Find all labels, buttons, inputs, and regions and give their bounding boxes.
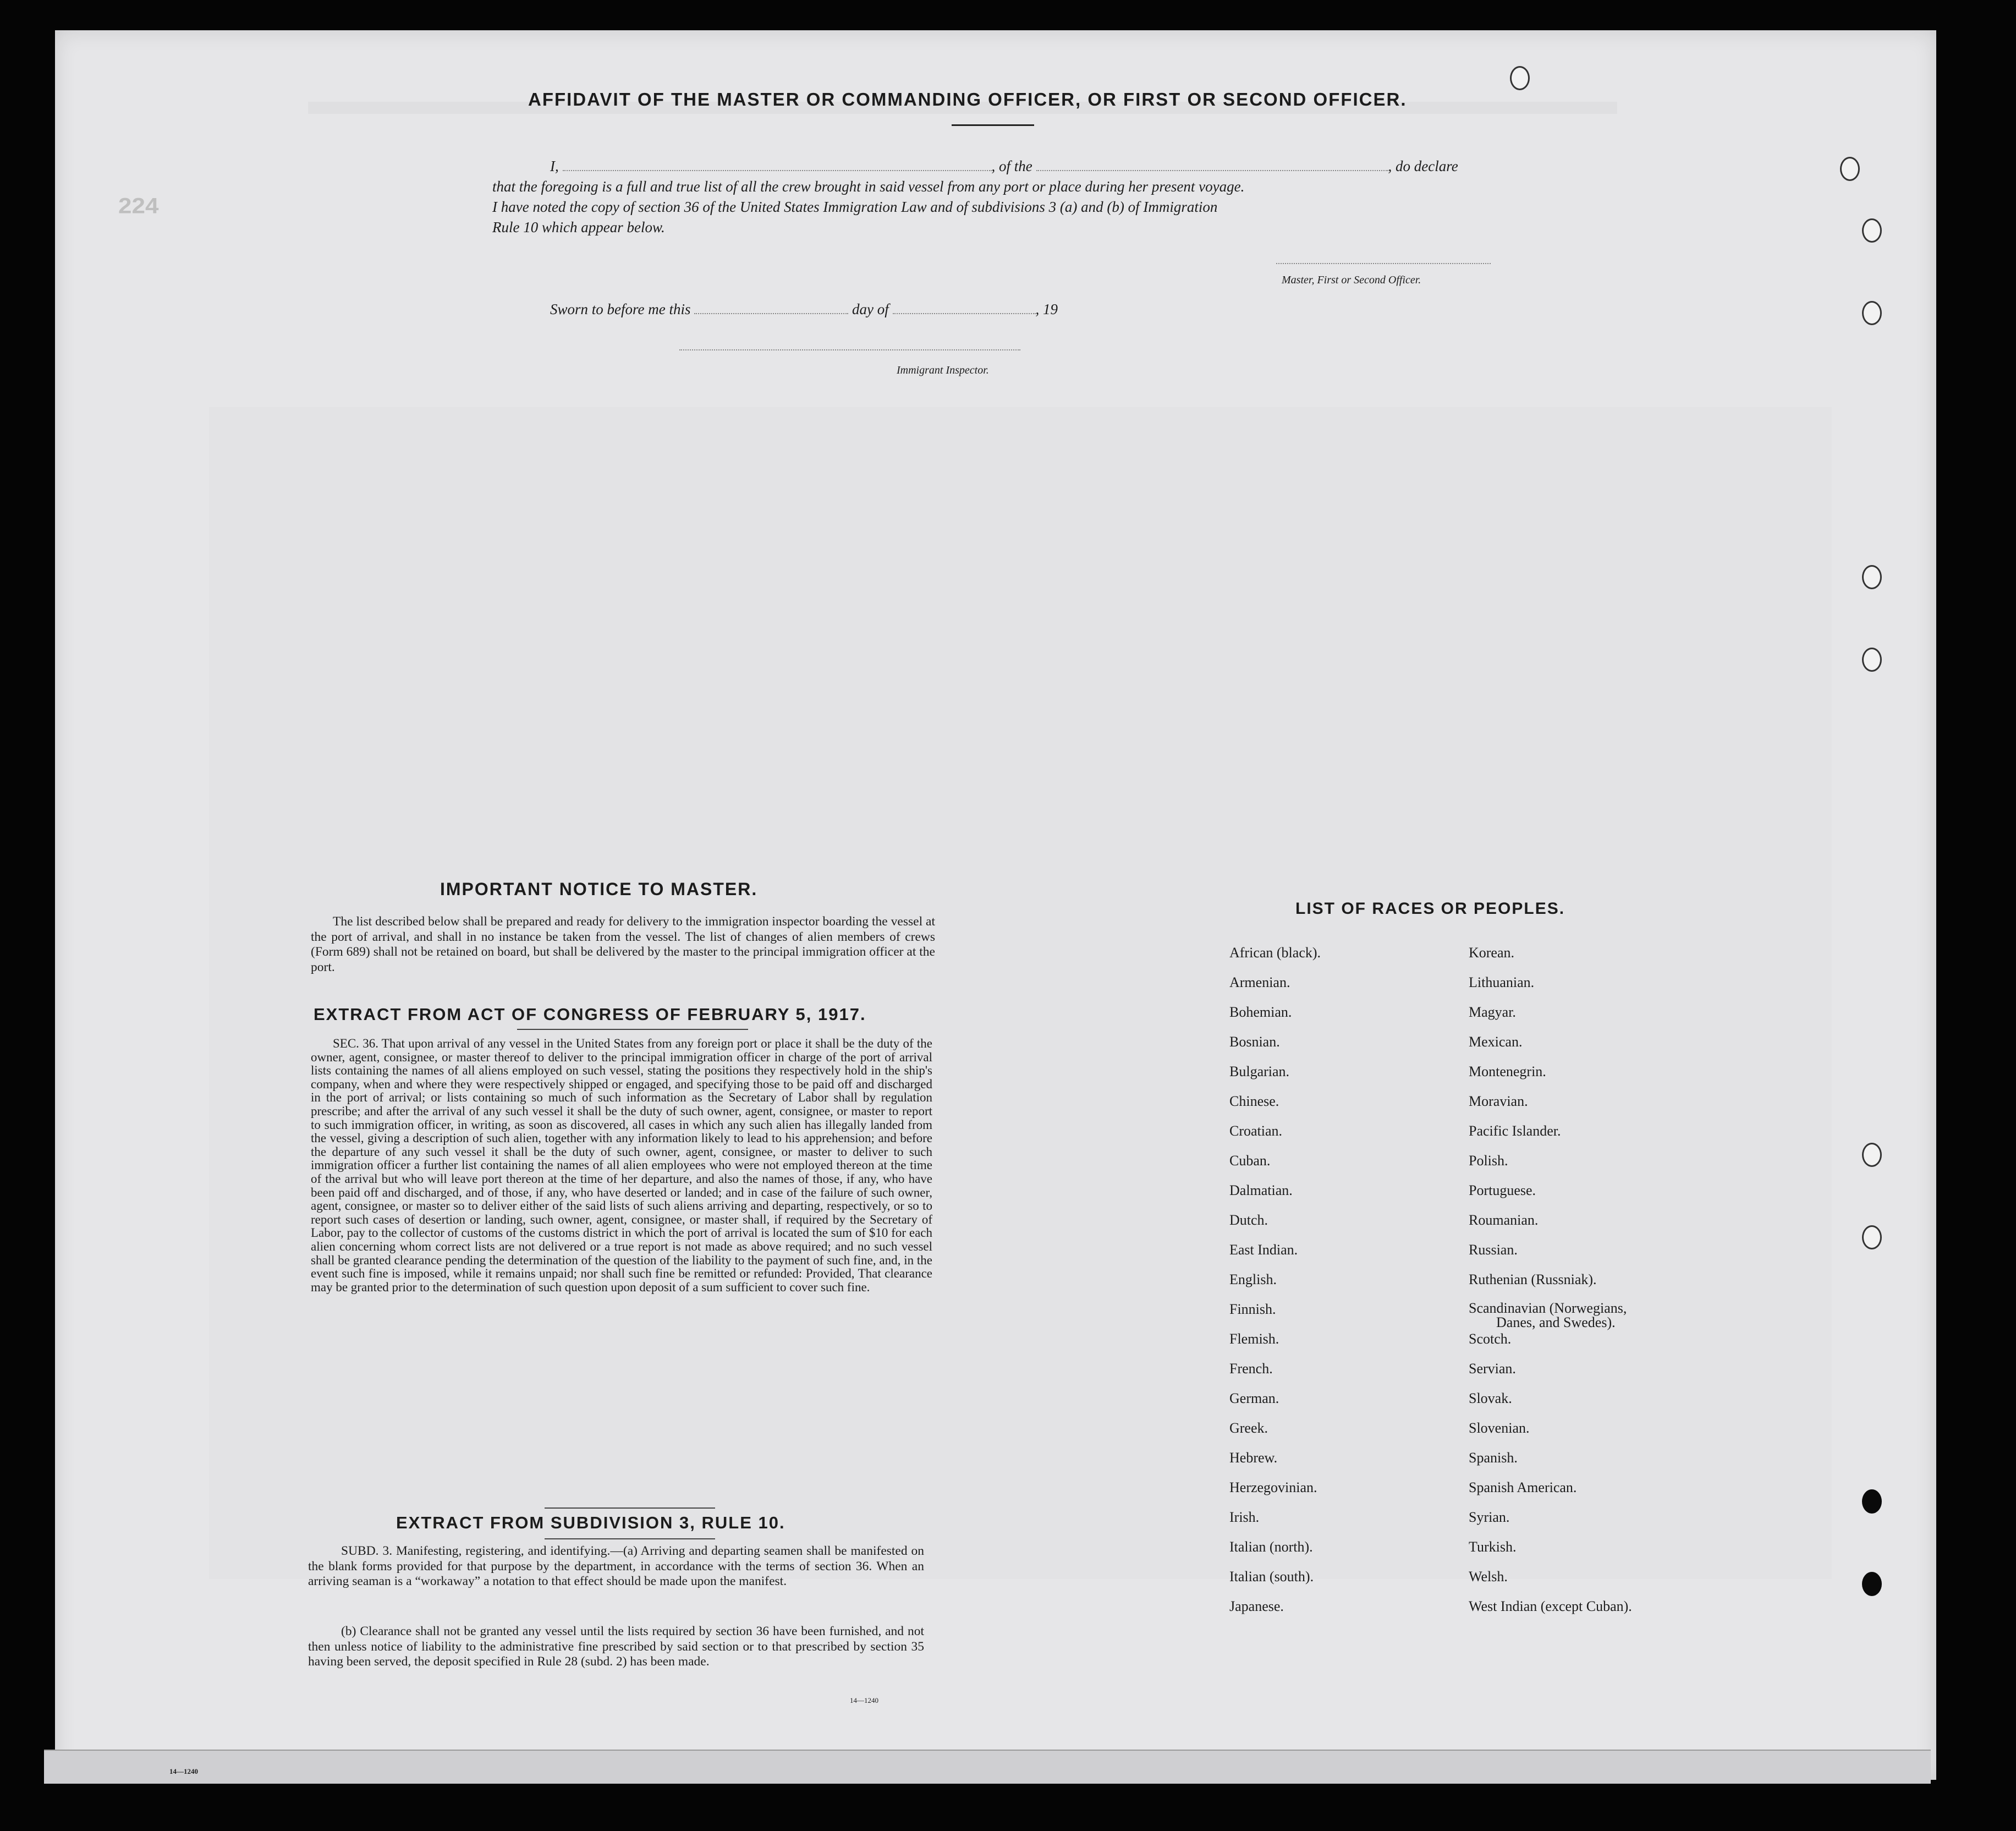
race-item: African (black).	[1229, 945, 1321, 961]
affidavit-line-4: Rule 10 which appear below.	[492, 219, 665, 235]
race-item: Irish.	[1229, 1509, 1260, 1525]
race-item: Armenian.	[1229, 974, 1290, 990]
subd-b-text: (b) Clearance shall not be granted any vessel until the lists required by section 36 have been furnished, and not then unless notice of liability to the administrative fine prescribed by said section or to that prescribed by section 35 having been served, the deposit specified in Rule 28 (subd. 2) has been made.	[308, 1624, 924, 1669]
inspector-signature-line	[679, 349, 1020, 350]
rule-extract-rule-bottom	[545, 1538, 715, 1539]
binder-hole	[1862, 1489, 1882, 1514]
race-item: Moravian.	[1469, 1093, 1528, 1109]
race-item: Slovak.	[1469, 1390, 1512, 1406]
race-item: Turkish.	[1469, 1539, 1517, 1555]
race-item: English.	[1229, 1271, 1277, 1287]
affidavit-line-3: I have noted the copy of section 36 of the United States Immigration Law and of subdivisions 3 (a) and (b) of Immigration	[492, 199, 1218, 215]
race-item: East Indian.	[1229, 1242, 1298, 1258]
race-item: Pacific Islander.	[1469, 1123, 1561, 1139]
form-number: 14—1240	[850, 1696, 878, 1704]
race-item: Scotch.	[1469, 1331, 1512, 1347]
race-item: Slovenian.	[1469, 1420, 1530, 1436]
binder-hole	[1862, 1225, 1882, 1249]
race-item: Ruthenian (Russniak).	[1469, 1271, 1597, 1287]
act-extract-title: EXTRACT FROM ACT OF CONGRESS OF FEBRUARY 5, 1917.	[314, 1005, 866, 1024]
affidavit-i: I,	[550, 158, 559, 174]
race-item: Russian.	[1469, 1242, 1518, 1258]
sworn-year: , 19	[1035, 301, 1058, 317]
race-item: Syrian.	[1469, 1509, 1510, 1525]
race-item: Croatian.	[1229, 1123, 1283, 1139]
race-item: Korean.	[1469, 945, 1515, 961]
race-item: Mexican.	[1469, 1034, 1523, 1050]
affidavit-title: AFFIDAVIT OF THE MASTER OR COMMANDING OFFICER, OR FIRST OR SECOND OFFICER.	[528, 89, 1407, 109]
race-item: Spanish American.	[1469, 1479, 1577, 1495]
section-36-text: SEC. 36. That upon arrival of any vessel in the United States from any foreign port or place it shall be the duty of the owner, agent, consignee, or master thereof to deliver to the principal immigration officer in charge of the port of arrival lists containing the names of all aliens employed on such vessel, stating the positions they respectively hold in the ship's company, when and where they were respectively shipped or engaged, and specifying those to be paid off and discharged in the port of arrival; or lists containing so much of such information as the Secretary of Labor shall by regulation prescribe; and after the arrival of any such vessel it shall be the duty of such owner, agent, consignee, or master to report to such immigration officer, in writing, as soon as discovered, all cases in which any such alien has illegally landed from the vessel, giving a description of such alien, together with any information likely to lead to his apprehension; and before the departure of any such vessel it shall be the duty of such owner, agent, consignee, or master to deliver to such immigration officer a further list containing the names of all alien employees who were not employed thereon at the time of the arrival but who will leave port thereon at the time of her departure, and also the names of those, if any, who have been paid off and discharged, and of those, if any, who have deserted or landed; and in case of the failure of such owner, agent, consignee, or master so to deliver either of the said lists of such aliens arriving and departing, respectively, or so to report such cases of desertion or landing, such owner, agent, consignee, or master shall, if required by the Secretary of Labor, pay to the collector of customs of the customs district in which the port of arrival is located the sum of $10 for each alien concerning whom correct lists are not delivered or a true report is not made as above required; and no such vessel shall be granted clearance pending the determination of the question of the liability to the payment of such fine, and, in the event such fine is imposed, while it remains unpaid; nor shall such fine be remitted or refunded: Provided, That clearance may be granted prior to the determination of such question upon deposit of a sum sufficient to cover such fine.	[311, 1037, 932, 1294]
race-item: Hebrew.	[1229, 1450, 1278, 1466]
race-item: Cuban.	[1229, 1153, 1271, 1169]
day-blank	[694, 313, 848, 314]
race-item: Welsh.	[1469, 1569, 1508, 1585]
name-blank	[563, 170, 992, 171]
race-item: Magyar.	[1469, 1004, 1516, 1020]
rule-extract-title: EXTRACT FROM SUBDIVISION 3, RULE 10.	[396, 1513, 785, 1532]
binder-hole	[1510, 66, 1530, 90]
underlying-page-edge	[44, 1750, 1931, 1784]
race-item: Bosnian.	[1229, 1034, 1280, 1050]
affidavit-do-declare: , do declare	[1388, 158, 1458, 174]
master-signature-line	[1276, 263, 1491, 264]
affidavit-line-1	[550, 157, 1458, 176]
race-item: Portuguese.	[1469, 1182, 1536, 1198]
affidavit-line-2: that the foregoing is a full and true list of all the crew brought in said vessel from any port or place during her present voyage.	[492, 178, 1245, 195]
binder-hole	[1862, 648, 1882, 672]
race-item: West Indian (except Cuban).	[1469, 1598, 1632, 1614]
race-item: Lithuanian.	[1469, 974, 1535, 990]
binder-hole	[1862, 1572, 1882, 1596]
binder-hole	[1862, 1143, 1882, 1167]
race-item: Spanish.	[1469, 1450, 1518, 1466]
act-extract-rule	[517, 1029, 748, 1030]
inspector-label: Immigrant Inspector.	[897, 364, 989, 376]
races-left-column	[1229, 945, 1321, 1628]
race-item: Flemish.	[1229, 1331, 1279, 1347]
race-item: Bulgarian.	[1229, 1063, 1290, 1079]
race-item: Montenegrin.	[1469, 1063, 1546, 1079]
race-item: Polish.	[1469, 1153, 1508, 1169]
race-item: German.	[1229, 1390, 1279, 1406]
binder-hole	[1862, 565, 1882, 589]
race-item: Bohemian.	[1229, 1004, 1292, 1020]
race-item: Italian (north).	[1229, 1539, 1313, 1555]
race-item: Chinese.	[1229, 1093, 1279, 1109]
affidavit-of-the: , of the	[991, 158, 1032, 174]
race-item: Herzegovinian.	[1229, 1479, 1317, 1495]
notice-title: IMPORTANT NOTICE TO MASTER.	[440, 879, 758, 899]
vessel-blank	[1036, 170, 1388, 171]
race-item: Dutch.	[1229, 1212, 1268, 1228]
race-item: Dalmatian.	[1229, 1182, 1293, 1198]
race-item: Finnish.	[1229, 1301, 1276, 1317]
sworn-day-of: day of	[852, 301, 889, 317]
margin-page-number: 224	[118, 194, 159, 218]
binder-hole	[1862, 218, 1882, 243]
race-item: Japanese.	[1229, 1598, 1284, 1614]
race-item: French.	[1229, 1361, 1273, 1377]
races-title: LIST OF RACES OR PEOPLES.	[1295, 900, 1565, 918]
affidavit-title-rule	[952, 124, 1034, 126]
races-right-column	[1469, 945, 1632, 1628]
sworn-prefix: Sworn to before me this	[550, 301, 691, 317]
subd-a-text: SUBD. 3. Manifesting, registering, and identifying.—(a) Arriving and departing seamen shall be manifested on the blank forms provided for that purpose by the department, in accordance with the terms of section 36. When an arriving seaman is a “workaway” a notation to that effect should be made upon the manifest.	[308, 1544, 924, 1588]
race-item: Roumanian.	[1469, 1212, 1539, 1228]
race-item: Danes, and Swedes).	[1496, 1314, 1616, 1330]
race-item: Servian.	[1469, 1361, 1516, 1377]
race-item: Scandinavian (Norwegians,	[1469, 1300, 1627, 1316]
binder-hole	[1840, 157, 1860, 181]
master-label: Master, First or Second Officer.	[1282, 274, 1421, 286]
notice-text: The list described below shall be prepared and ready for delivery to the immigration inspector boarding the vessel at the port of arrival, and shall in no instance be taken from the vessel. The list of changes of alien members of crews (Form 689) shall not be retained on board, but shall be delivered by the master to the principal immigration officer at the port.	[311, 914, 935, 974]
binder-hole	[1862, 301, 1882, 325]
rule-extract-rule-top	[545, 1507, 715, 1509]
month-blank	[893, 313, 1036, 314]
race-item: Greek.	[1229, 1420, 1268, 1436]
sworn-line	[550, 300, 1058, 319]
form-number-corner: 14—1240	[169, 1767, 198, 1775]
race-item: Italian (south).	[1229, 1569, 1314, 1585]
